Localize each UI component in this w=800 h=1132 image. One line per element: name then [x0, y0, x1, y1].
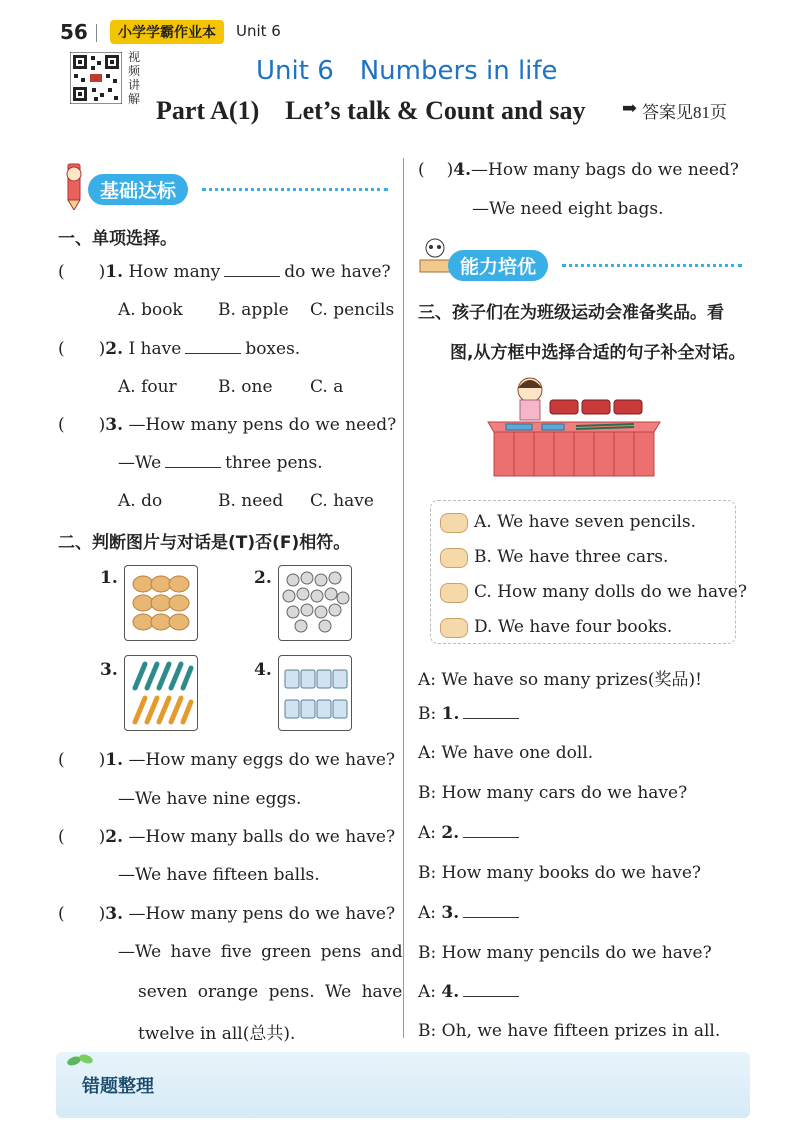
question-row — [118, 453, 323, 473]
option-c[interactable]: C. have — [310, 491, 374, 511]
dialogue-text: How many books do we have? — [441, 863, 702, 883]
option-item[interactable] — [440, 547, 668, 568]
option-text: A. We have seven pencils. — [474, 512, 697, 532]
speaker-label: B: — [418, 863, 437, 883]
option-item[interactable] — [440, 512, 696, 533]
column-divider — [403, 158, 404, 1038]
dialogue-line — [418, 863, 701, 883]
picture-label: 3. — [100, 660, 118, 680]
question-text: three pens. — [225, 453, 323, 473]
question-text: —How many bags do we need? — [471, 160, 739, 180]
dialogue-text: How many cars do we have? — [441, 783, 688, 803]
question-number: 2. — [105, 827, 124, 847]
question-text: —We have fifteen balls. — [118, 865, 320, 885]
section-badge-basic: 基础达标 — [88, 174, 188, 205]
header-divider — [96, 24, 97, 42]
leaf-icon — [66, 1052, 94, 1072]
answer-blank[interactable] — [463, 823, 519, 838]
eggs-picture — [124, 565, 198, 641]
speaker-label: B: — [418, 704, 437, 724]
section-divider-dots — [202, 188, 388, 191]
part2-heading: 二、判断图片与对话是(T)否(F)相符。 — [58, 533, 351, 553]
question-number: 1. — [105, 750, 124, 770]
question-number: 3. — [105, 904, 124, 924]
question-text: boxes. — [245, 339, 301, 359]
brand-badge: 小学学霸作业本 — [110, 20, 224, 44]
option-c[interactable]: C. pencils — [310, 300, 395, 320]
part1-heading: 一、单项选择。 — [58, 229, 177, 249]
reading-mascot-icon — [416, 236, 454, 280]
speaker-label: A: — [418, 670, 437, 690]
answer-blank[interactable] — [463, 982, 519, 997]
question-row: ( )2. I have boxes. — [58, 339, 301, 359]
option-b[interactable]: B. need — [218, 491, 284, 511]
dialogue-text: We have one doll. — [441, 743, 594, 763]
question-text: seven orange pens. We have — [138, 982, 403, 1002]
dialogue-line — [418, 903, 523, 923]
qr-code[interactable] — [70, 52, 122, 104]
question-text: —We have five green pens and — [118, 942, 403, 962]
balls-picture — [278, 565, 352, 641]
page-number: 56 — [60, 20, 88, 44]
question-row: ( )3. —How many pens do we need? — [58, 415, 397, 435]
dialogue-line — [418, 743, 593, 763]
picture-label: 2. — [254, 568, 272, 588]
question-text: —How many pens do we have? — [128, 904, 396, 924]
question-row: ( )1. How many do we have? — [58, 262, 391, 282]
cat-icon — [440, 548, 468, 568]
answer-arrow-icon: ➡ — [622, 98, 638, 119]
option-text: D. We have four books. — [474, 617, 673, 637]
answer-blank[interactable] — [185, 339, 241, 354]
unit-label: Unit 6 — [236, 22, 281, 40]
question-number: 3. — [105, 415, 124, 435]
unit-title: Unit 6 Numbers in life — [256, 56, 558, 86]
speaker-label: A: — [418, 743, 437, 763]
question-number: 1. — [105, 262, 124, 282]
dialogue-line — [418, 704, 523, 724]
question-row: ( )3. —How many pens do we have? — [58, 904, 396, 924]
question-row: ( )2. —How many balls do we have? — [58, 827, 396, 847]
option-text: B. We have three cars. — [474, 547, 669, 567]
dialogue-text: We have so many prizes(奖品)! — [441, 670, 702, 690]
dialogue-line — [418, 783, 687, 803]
question-text: —How many pens do we need? — [128, 415, 397, 435]
picture-label: 4. — [254, 660, 272, 680]
option-item[interactable] — [440, 617, 672, 638]
cat-icon — [440, 618, 468, 638]
dialogue-line — [418, 665, 702, 690]
answer-blank[interactable] — [463, 704, 519, 719]
question-row: ( )1. —How many eggs do we have? — [58, 750, 396, 770]
picture-label: 1. — [100, 568, 118, 588]
blank-number: 2. — [441, 823, 460, 843]
cat-icon — [440, 583, 468, 603]
option-b[interactable]: B. one — [218, 377, 273, 397]
option-a[interactable]: A. book — [118, 300, 183, 320]
blank-number: 4. — [441, 982, 460, 1002]
question-text: —We need eight bags. — [472, 199, 664, 219]
lesson-subtitle: Part A(1) Let’s talk & Count and say — [156, 96, 586, 125]
cat-icon — [440, 513, 468, 533]
part3-heading: 图,从方框中选择合适的句子补全对话。 — [450, 343, 746, 363]
dialogue-text: How many pencils do we have? — [441, 943, 712, 963]
answer-blank[interactable] — [224, 262, 280, 277]
dialogue-line — [418, 823, 523, 843]
speaker-label: A: — [418, 823, 437, 843]
answer-reference: 答案见81页 — [642, 103, 727, 122]
part3-heading: 三、孩子们在为班级运动会准备奖品。看 — [418, 303, 724, 323]
option-c[interactable]: C. a — [310, 377, 344, 397]
speaker-label: B: — [418, 1021, 437, 1041]
speaker-label: A: — [418, 903, 437, 923]
section-divider-dots — [562, 264, 742, 267]
question-text: —We — [118, 453, 162, 473]
option-a[interactable]: A. four — [118, 377, 177, 397]
pencil-mascot-icon — [58, 160, 92, 214]
footer-label: 错题整理 — [82, 1076, 154, 1097]
speaker-label: B: — [418, 943, 437, 963]
pens-picture — [124, 655, 198, 731]
question-text: How many — [128, 262, 221, 282]
question-text: twelve in all(总共). — [138, 1024, 296, 1044]
question-text: I have — [128, 339, 182, 359]
question-text: —How many eggs do we have? — [128, 750, 396, 770]
dialogue-line — [418, 1021, 720, 1041]
option-b[interactable]: B. apple — [218, 300, 289, 320]
bags-picture — [278, 655, 352, 731]
question-text: do we have? — [284, 262, 391, 282]
dialogue-line — [418, 943, 712, 963]
answer-blank[interactable] — [463, 903, 519, 918]
footer-band — [56, 1052, 750, 1118]
option-item[interactable] — [440, 582, 747, 603]
question-text: —How many balls do we have? — [128, 827, 396, 847]
dialogue-line — [418, 982, 523, 1002]
question-number: 4. — [453, 160, 472, 180]
speaker-label: B: — [418, 783, 437, 803]
blank-number: 1. — [441, 704, 460, 724]
option-a[interactable]: A. do — [118, 491, 163, 511]
prize-table-illustration — [484, 372, 664, 486]
section-badge-advanced: 能力培优 — [448, 250, 548, 281]
option-text: C. How many dolls do we have? — [474, 582, 747, 602]
answer-blank[interactable] — [165, 453, 221, 468]
speaker-label: A: — [418, 982, 437, 1002]
blank-number: 3. — [441, 903, 460, 923]
dialogue-text: Oh, we have fifteen prizes in all. — [441, 1021, 721, 1041]
question-number: 2. — [105, 339, 124, 359]
qr-caption: 视频讲解 — [128, 50, 141, 106]
question-row: ( )4.—How many bags do we need? — [418, 160, 739, 180]
question-text: —We have nine eggs. — [118, 789, 302, 809]
